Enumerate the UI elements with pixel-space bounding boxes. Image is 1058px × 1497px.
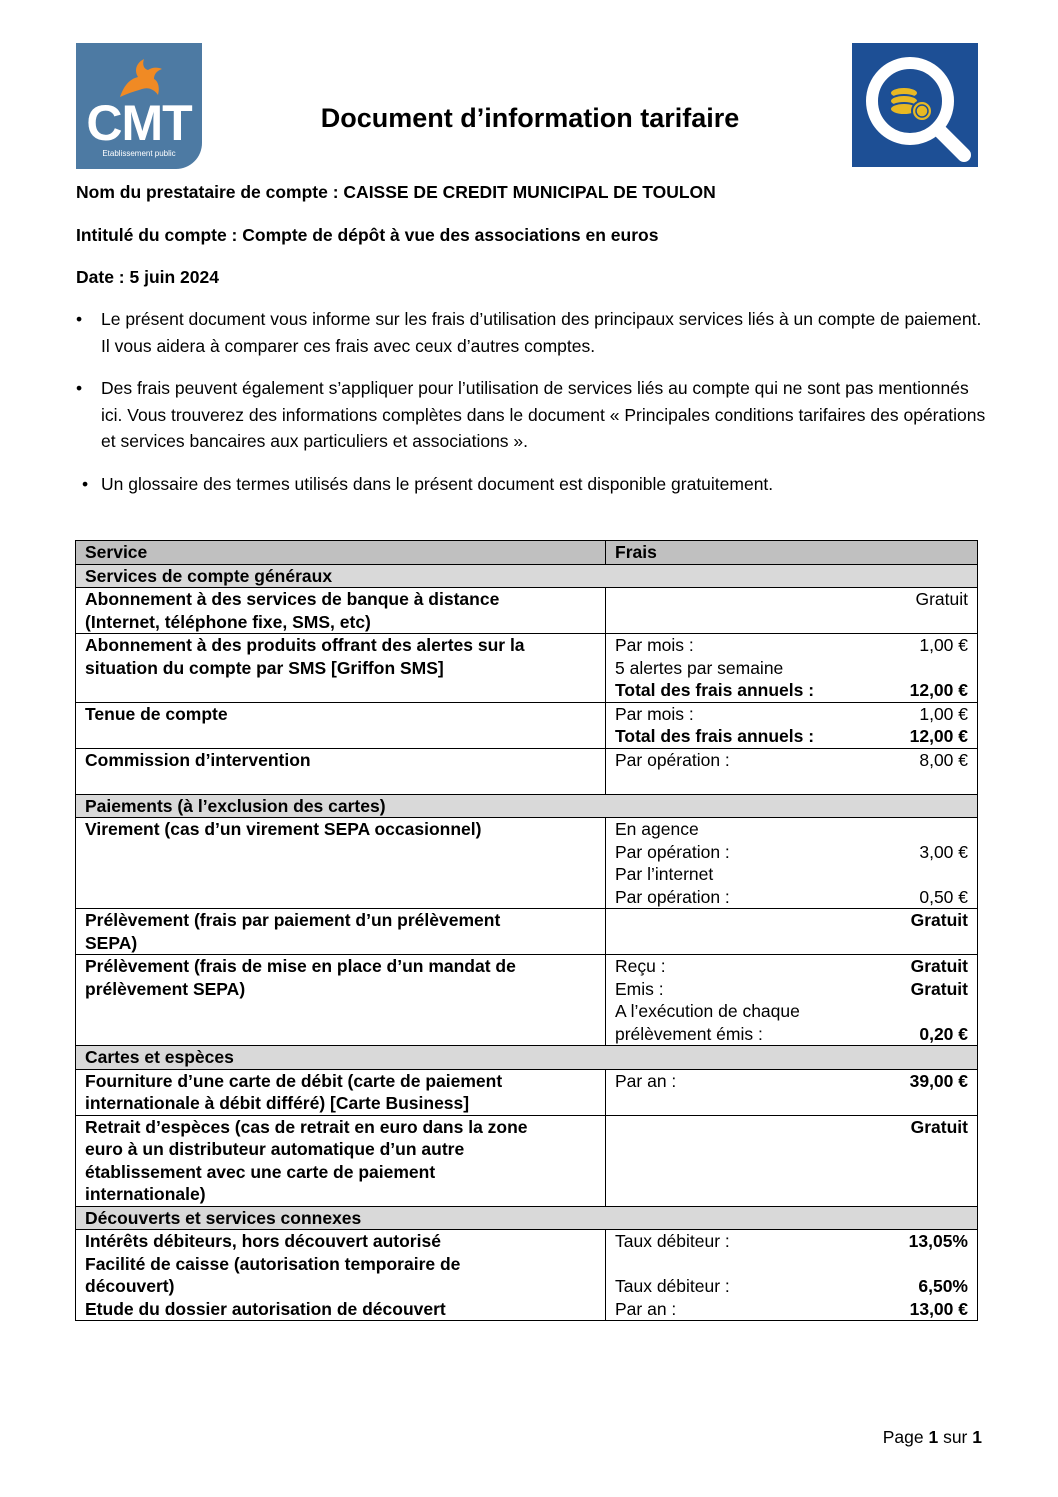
table-row	[76, 1069, 978, 1115]
fee-cell: Par an : 39,00 €	[606, 1069, 978, 1115]
bullet-icon: •	[82, 473, 89, 494]
intro-bullets	[76, 306, 986, 513]
service-cell: Prélèvement (frais de mise en place d’un mandat de prélèvement SEPA)	[76, 955, 606, 1046]
page-title: Document d’information tarifaire	[320, 103, 740, 133]
fee-cell: Gratuit	[606, 588, 978, 634]
list-item: • Le présent document vous informe sur les frais d’utilisation des principaux services liés à un compte de paiement. Il vous aidera à comparer ces frais avec ceux d’autres comptes.	[76, 306, 986, 359]
fee-cell: Taux débiteur : 13,05% Taux débiteur : 6,50% Par an : 13,00 €	[606, 1230, 978, 1321]
table-row	[76, 748, 978, 794]
table-row	[76, 1230, 978, 1321]
service-cell: Abonnement à des produits offrant des alertes sur la situation du compte par SMS [Griffon SMS]	[76, 634, 606, 703]
account-title: Intitulé du compte : Compte de dépôt à vue des associations en euros	[76, 225, 659, 245]
table-row	[76, 955, 978, 1046]
service-cell: Commission d’intervention	[76, 748, 606, 794]
service-cell: Prélèvement (frais par paiement d’un prélèvement SEPA)	[76, 909, 606, 955]
magnifier-coins-icon	[852, 43, 978, 167]
service-cell: Abonnement à des services de banque à distance (Internet, téléphone fixe, SMS, etc)	[76, 588, 606, 634]
cmt-logo-text: CMT	[86, 95, 192, 151]
search-coins-logo	[852, 43, 978, 167]
section-title: Cartes et espèces	[76, 1046, 978, 1070]
service-cell: Intérêts débiteurs, hors découvert autorisé Facilité de caisse (autorisation temporaire de découvert) Etude du dossier autorisation de découvert	[76, 1230, 606, 1321]
table-row	[76, 1115, 978, 1206]
table-row	[76, 588, 978, 634]
cmt-logo-subtitle: Etablissement public	[102, 149, 176, 158]
section-title: Services de compte généraux	[76, 564, 978, 588]
service-cell: Retrait d’espèces (cas de retrait en euro dans la zone euro à un distributeur automatique d’un autre établissement avec une carte de paiement internationale)	[76, 1115, 606, 1206]
fee-cell: Par mois : 1,00 € 5 alertes par semaine Total des frais annuels : 12,00 €	[606, 634, 978, 703]
fee-cell: En agence Par opération : 3,00 € Par l’internet Par opération : 0,50 €	[606, 818, 978, 909]
page-number: Page 1 sur 1	[882, 1427, 982, 1447]
section-title: Paiements (à l’exclusion des cartes)	[76, 794, 978, 818]
section-row	[76, 794, 978, 818]
service-cell: Fourniture d’une carte de débit (carte de paiement internationale à débit différé) [Carte Business]	[76, 1069, 606, 1115]
fees-table	[75, 540, 978, 1321]
service-cell: Tenue de compte	[76, 702, 606, 748]
section-row	[76, 1046, 978, 1070]
fee-cell: Par mois : 1,00 € Total des frais annuels : 12,00 €	[606, 702, 978, 748]
fee-cell: Gratuit	[606, 1115, 978, 1206]
bullet-icon: •	[76, 378, 83, 398]
document-date: Date : 5 juin 2024	[76, 267, 219, 287]
bullet-icon: •	[76, 309, 83, 329]
provider-name: Nom du prestataire de compte : CAISSE DE CREDIT MUNICIPAL DE TOULON	[76, 182, 716, 202]
fee-cell: Par opération : 8,00 €	[606, 748, 978, 794]
table-row	[76, 702, 978, 748]
table-header	[76, 541, 978, 565]
fee-cell: Gratuit	[606, 909, 978, 955]
section-row	[76, 564, 978, 588]
table-row	[76, 634, 978, 703]
section-row	[76, 1206, 978, 1230]
section-title: Découverts et services connexes	[76, 1206, 978, 1230]
table-row	[76, 909, 978, 955]
column-header-service: Service	[76, 541, 606, 565]
table-row	[76, 818, 978, 909]
fee-cell: Reçu : Gratuit Emis : Gratuit A l’exécution de chaque prélèvement émis : 0,20 €	[606, 955, 978, 1046]
list-item: • Un glossaire des termes utilisés dans le présent document est disponible gratuitement.	[76, 471, 986, 498]
list-item: • Des frais peuvent également s’appliquer pour l’utilisation de services liés au compte qui ne sont pas mentionnés ici. Vous trouverez des informations complètes dans le document « Principales conditions tarifaires des opérations et services bancaires aux particuliers et associations ».	[76, 375, 986, 455]
cmt-logo	[76, 43, 202, 169]
column-header-fees: Frais	[606, 541, 978, 565]
service-cell: Virement (cas d’un virement SEPA occasionnel)	[76, 818, 606, 909]
